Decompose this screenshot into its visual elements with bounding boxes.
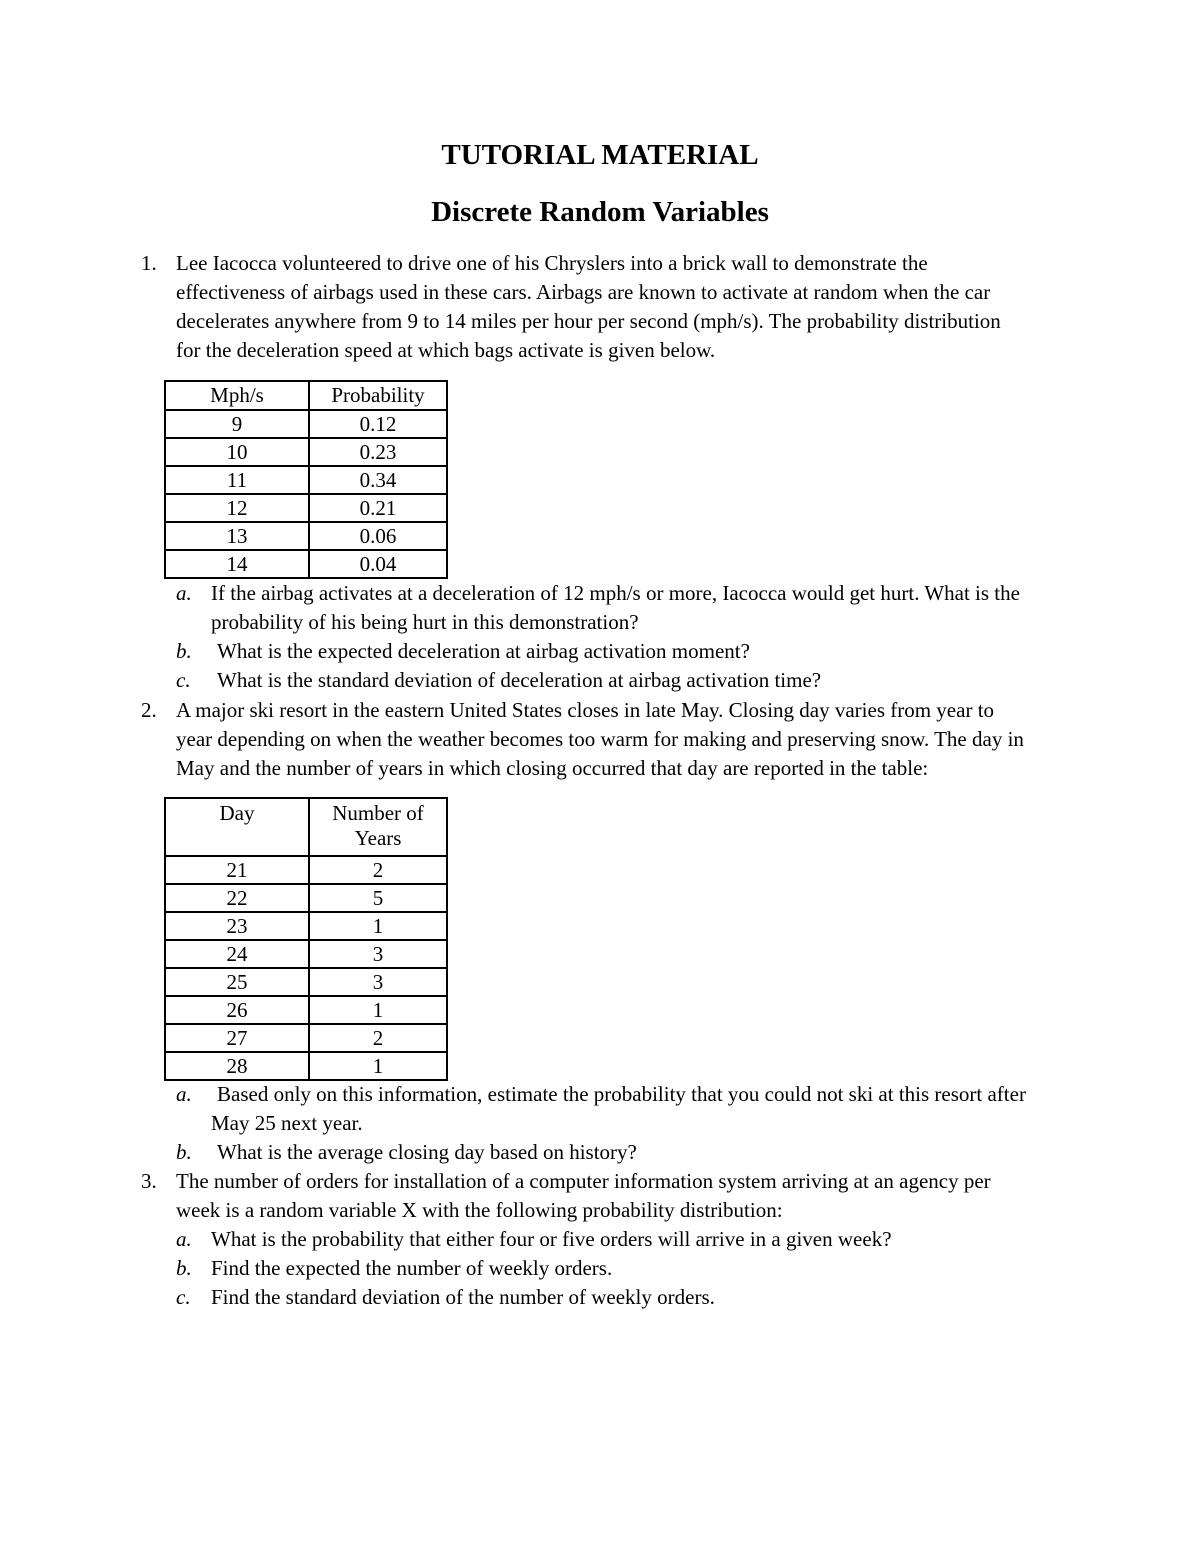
q2-line: May and the number of years in which closing occurred that day are reported in the table: — [176, 756, 929, 780]
table-header-cell: Mph/s — [165, 381, 309, 410]
q1-line: decelerates anywhere from 9 to 14 miles per hour per second (mph/s). The probability distribution — [176, 309, 1001, 333]
q3-number: 3. — [141, 1169, 157, 1193]
table-row — [165, 466, 447, 494]
table-row — [165, 856, 447, 884]
table-row — [165, 968, 447, 996]
table-header-row — [165, 798, 447, 856]
closing-day-table — [164, 797, 448, 1081]
table-cell: 5 — [309, 884, 447, 912]
q1-part-text: What is the standard deviation of deceleration at airbag activation time? — [217, 668, 822, 692]
q3-part-text: What is the probability that either four or five orders will arrive in a given week? — [211, 1227, 892, 1251]
table-row — [165, 884, 447, 912]
table-row — [165, 1052, 447, 1080]
table-cell: 10 — [165, 438, 309, 466]
table-cell: 28 — [165, 1052, 309, 1080]
q2-part-text: May 25 next year. — [211, 1111, 363, 1135]
table-cell: 0.23 — [309, 438, 447, 466]
table-cell: 1 — [309, 1052, 447, 1080]
table-cell: 0.04 — [309, 550, 447, 578]
q2-line: year depending on when the weather becomes too warm for making and preserving snow. The day in — [176, 727, 1024, 751]
q2-number: 2. — [141, 698, 157, 722]
table-cell: 0.12 — [309, 410, 447, 438]
q1-part-text: probability of his being hurt in this demonstration? — [211, 610, 639, 634]
table-cell: 22 — [165, 884, 309, 912]
table-cell: 2 — [309, 856, 447, 884]
q3-part-label: c. — [176, 1285, 191, 1309]
table-row — [165, 550, 447, 578]
q1-part-label: b. — [176, 639, 192, 663]
table-header-cell — [309, 798, 447, 856]
table-row — [165, 912, 447, 940]
q3-part-text: Find the expected the number of weekly orders. — [211, 1256, 613, 1280]
q3-line: The number of orders for installation of a computer information system arriving at an agency per — [176, 1169, 991, 1193]
table-cell: 0.21 — [309, 494, 447, 522]
q2-part-label: b. — [176, 1140, 192, 1164]
table-row — [165, 940, 447, 968]
table-cell: 0.06 — [309, 522, 447, 550]
table-cell: 27 — [165, 1024, 309, 1052]
q1-part-text: If the airbag activates at a deceleration of 12 mph/s or more, Iacocca would get hurt. What is the — [211, 581, 1020, 605]
table-header-cell: Probability — [309, 381, 447, 410]
table-row — [165, 438, 447, 466]
table-cell: 9 — [165, 410, 309, 438]
q2-part-label: a. — [176, 1082, 192, 1106]
table-cell: 11 — [165, 466, 309, 494]
q3-part-label: b. — [176, 1256, 192, 1280]
table-cell: 21 — [165, 856, 309, 884]
table-cell: 0.34 — [309, 466, 447, 494]
table-cell: 3 — [309, 968, 447, 996]
q1-part-label: a. — [176, 581, 192, 605]
q3-part-label: a. — [176, 1227, 192, 1251]
table-row — [165, 494, 447, 522]
table-cell: 23 — [165, 912, 309, 940]
q2-part-text: What is the average closing day based on history? — [217, 1140, 637, 1164]
table-row — [165, 522, 447, 550]
q3-part-text: Find the standard deviation of the number of weekly orders. — [211, 1285, 715, 1309]
deceleration-probability-table — [164, 380, 448, 579]
q2-line: A major ski resort in the eastern United States closes in late May. Closing day varies from year to — [176, 698, 995, 722]
table-row — [165, 410, 447, 438]
table-cell: 12 — [165, 494, 309, 522]
q1-part-label: c. — [176, 668, 191, 692]
table-header-line: Number of — [332, 801, 424, 825]
table-header-cell: Day — [165, 798, 309, 856]
table-header-row — [165, 381, 447, 410]
q1-number: 1. — [141, 251, 157, 275]
table-cell: 13 — [165, 522, 309, 550]
table-cell: 26 — [165, 996, 309, 1024]
table-header-line: Years — [354, 826, 402, 850]
q2-part-text: Based only on this information, estimate the probability that you could not ski at this resort after — [217, 1082, 1026, 1106]
table-cell: 1 — [309, 912, 447, 940]
q1-line: for the deceleration speed at which bags activate is given below. — [176, 338, 716, 362]
page-subtitle: Discrete Random Variables — [431, 196, 769, 228]
q1-part-text: What is the expected deceleration at airbag activation moment? — [217, 639, 750, 663]
q1-line: Lee Iacocca volunteered to drive one of his Chryslers into a brick wall to demonstrate the — [176, 251, 928, 275]
page-title: TUTORIAL MATERIAL — [441, 139, 759, 171]
table-row — [165, 1024, 447, 1052]
table-cell: 25 — [165, 968, 309, 996]
table-cell: 2 — [309, 1024, 447, 1052]
table-cell: 3 — [309, 940, 447, 968]
q1-line: effectiveness of airbags used in these cars. Airbags are known to activate at random when the car — [176, 280, 991, 304]
q3-line: week is a random variable X with the following probability distribution: — [176, 1198, 783, 1222]
table-cell: 14 — [165, 550, 309, 578]
table-row — [165, 996, 447, 1024]
table-cell: 1 — [309, 996, 447, 1024]
table-cell: 24 — [165, 940, 309, 968]
